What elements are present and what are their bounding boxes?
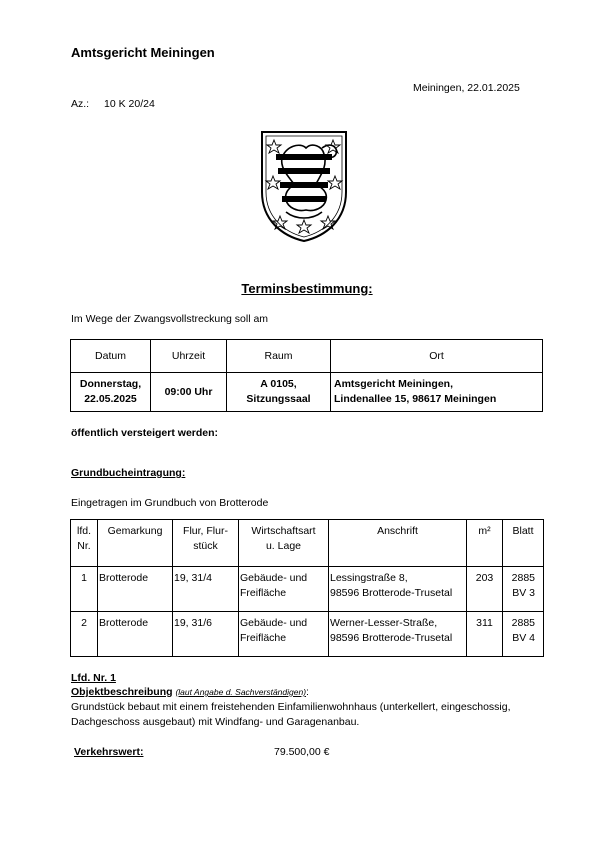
cell-nr: 1 xyxy=(71,567,98,612)
cell-gemarkung: Brotterode xyxy=(98,567,173,612)
termin-row xyxy=(71,373,543,412)
col-m2: m² xyxy=(467,520,503,567)
table-row xyxy=(71,612,544,657)
col-lfd: lfd. Nr. xyxy=(71,520,98,567)
grundbuch-table-header xyxy=(71,520,544,567)
thuringia-coat-of-arms-icon xyxy=(256,128,352,244)
az-value: 10 K 20/24 xyxy=(104,98,155,110)
termin-datum: Donnerstag, 22.05.2025 xyxy=(71,373,151,412)
col-ort: Ort xyxy=(331,340,543,373)
termin-ort: Amtsgericht Meiningen, Lindenallee 15, 98617 Meiningen xyxy=(331,373,543,412)
col-anschrift: Anschrift xyxy=(329,520,467,567)
objektbeschreibung-label: Objektbeschreibung xyxy=(71,686,173,698)
termin-table-header xyxy=(71,340,543,373)
lfd-heading: Lfd. Nr. 1 xyxy=(71,672,116,684)
grundbuch-intro: Eingetragen im Grundbuch von Brotterode xyxy=(71,497,269,509)
cell-blatt: 2885 BV 4 xyxy=(503,612,544,657)
verkehrswert-value: 79.500,00 € xyxy=(274,746,330,758)
cell-m2: 203 xyxy=(467,567,503,612)
col-blatt: Blatt xyxy=(503,520,544,567)
col-wirtschaftsart: Wirtschaftsart u. Lage xyxy=(239,520,329,567)
versteigert-text: öffentlich versteigert werden: xyxy=(71,427,219,439)
cell-flur: 19, 31/4 xyxy=(173,567,239,612)
col-flur: Flur, Flur- stück xyxy=(173,520,239,567)
termin-uhrzeit: 09:00 Uhr xyxy=(151,373,227,412)
cell-wirtschaftsart: Gebäude- und Freifläche xyxy=(239,567,329,612)
col-datum: Datum xyxy=(71,340,151,373)
termin-raum: A 0105, Sitzungssaal xyxy=(227,373,331,412)
col-uhrzeit: Uhrzeit xyxy=(151,340,227,373)
cell-nr: 2 xyxy=(71,612,98,657)
cell-blatt: 2885 BV 3 xyxy=(503,567,544,612)
az-label: Az.: xyxy=(71,98,90,110)
objektbeschreibung-note: (laut Angabe d. Sachverständigen) xyxy=(175,687,307,697)
page-title: Terminsbestimmung: xyxy=(241,281,373,296)
intro-text: Im Wege der Zwangsvollstreckung soll am xyxy=(71,313,269,325)
grundbuch-heading: Grundbucheintragung: xyxy=(71,467,186,479)
cell-anschrift: Lessingstraße 8, 98596 Brotterode-Trusetal xyxy=(329,567,467,612)
termin-table xyxy=(70,339,543,412)
cell-m2: 311 xyxy=(467,612,503,657)
cell-flur: 19, 31/6 xyxy=(173,612,239,657)
objektbeschreibung-text: Grundstück bebaut mit einem freistehenden Einfamilienwohnhaus (unterkellert, eingeschossig, Dachgeschoss ausgebaut) mit Windfang- und Garagenanbau. xyxy=(71,701,511,728)
col-gemarkung: Gemarkung xyxy=(98,520,173,567)
col-raum: Raum xyxy=(227,340,331,373)
court-name: Amtsgericht Meiningen xyxy=(71,45,215,60)
cell-gemarkung: Brotterode xyxy=(98,612,173,657)
cell-wirtschaftsart: Gebäude- und Freifläche xyxy=(239,612,329,657)
objektbeschreibung-colon: : xyxy=(306,686,309,698)
objektbeschreibung-heading xyxy=(71,686,309,698)
grundbuch-table xyxy=(70,519,544,657)
place-date: Meiningen, 22.01.2025 xyxy=(413,82,520,94)
cell-anschrift: Werner-Lesser-Straße, 98596 Brotterode-Trusetal xyxy=(329,612,467,657)
table-row xyxy=(71,567,544,612)
verkehrswert-label: Verkehrswert: xyxy=(74,746,144,758)
